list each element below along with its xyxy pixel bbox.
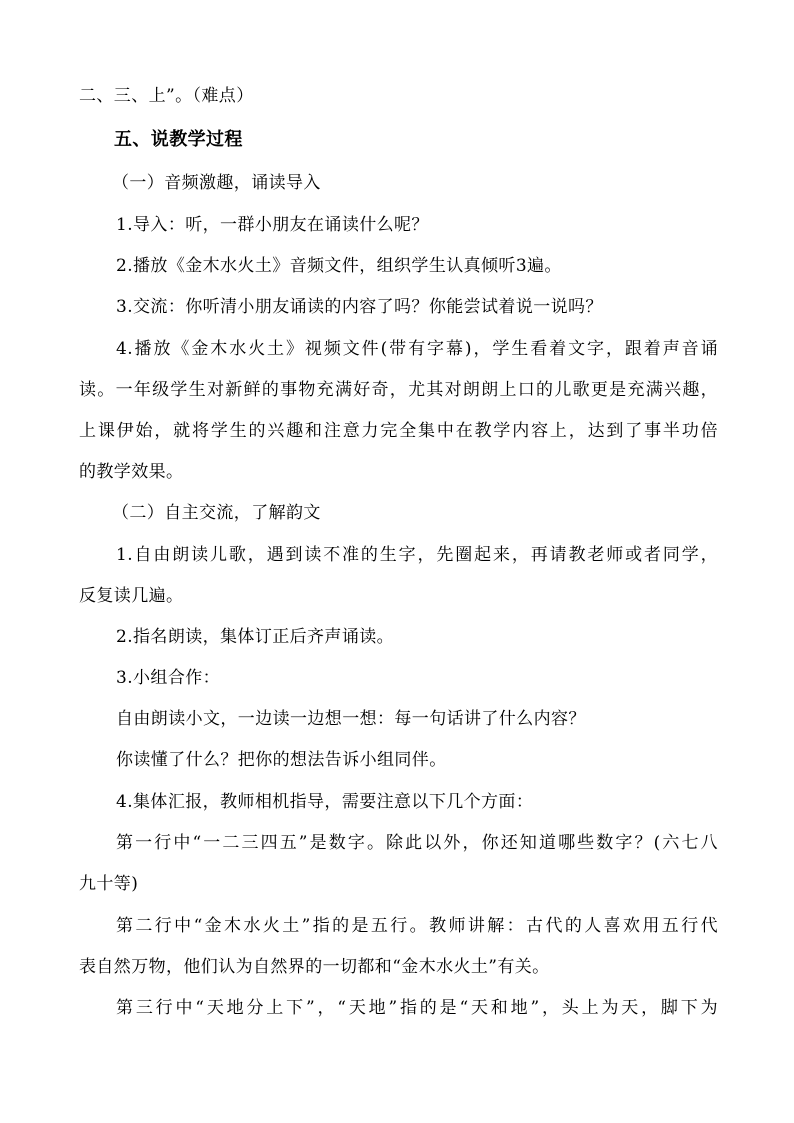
text-line: 第二行中“金木水火土”指的是五行。教师讲解：古代的人喜欢用五行代 — [116, 916, 718, 936]
text-line: 1.自由朗读儿歌，遇到读不准的生字，先圈起来，再请教老师或者同学， — [116, 545, 718, 565]
text-line: 反复读几遍。 — [79, 586, 184, 606]
text-line: 1.导入：听，一群小朋友在诵读什么呢？ — [116, 215, 429, 235]
text-line: 3.交流：你听清小朋友诵读的内容了吗？你能尝试着说一说吗？ — [116, 297, 603, 317]
section-heading: 五、说教学过程 — [114, 129, 243, 150]
text-line: 4.集体汇报，教师相机指导，需要注意以下几个方面： — [116, 792, 534, 812]
text-line: 自由朗读小文，一边读一边想一想：每一句话讲了什么内容？ — [116, 709, 586, 729]
subsection-heading: （二）自主交流，了解韵文 — [112, 503, 321, 523]
text-line: 3.小组合作： — [116, 668, 221, 688]
text-line: 表自然万物，他们认为自然界的一切都和“金木水火土”有关。 — [79, 957, 550, 977]
text-line: 2.指名朗读，集体订正后齐声诵读。 — [116, 627, 395, 647]
text-line: 上课伊始，就将学生的兴趣和注意力完全集中在教学内容上，达到了事半功倍 — [79, 421, 718, 441]
text-line: 第一行中“一二三四五”是数字。除此以外，你还知道哪些数字？(六七八 — [116, 833, 718, 853]
subsection-heading: （一）音频激趣，诵读导入 — [112, 173, 321, 193]
text-line: 4.播放《金木水火土》视频文件(带有字幕)，学生看着文字，跟着声音诵 — [116, 339, 718, 359]
text-line: 九十等) — [79, 874, 139, 894]
text-line: 的教学效果。 — [79, 462, 184, 482]
text-line: 二、三、上”。（难点） — [79, 86, 254, 106]
text-line: 你读懂了什么？把你的想法告诉小组同伴。 — [116, 750, 447, 770]
text-line: 第三行中“天地分上下”，“天地”指的是“天和地”，头上为天，脚下为 — [116, 998, 718, 1018]
text-line: 读。一年级学生对新鲜的事物充满好奇，尤其对朗朗上口的儿歌更是充满兴趣， — [79, 380, 718, 400]
text-line: 2.播放《金木水火土》音频文件，组织学生认真倾听3遍。 — [116, 256, 562, 276]
